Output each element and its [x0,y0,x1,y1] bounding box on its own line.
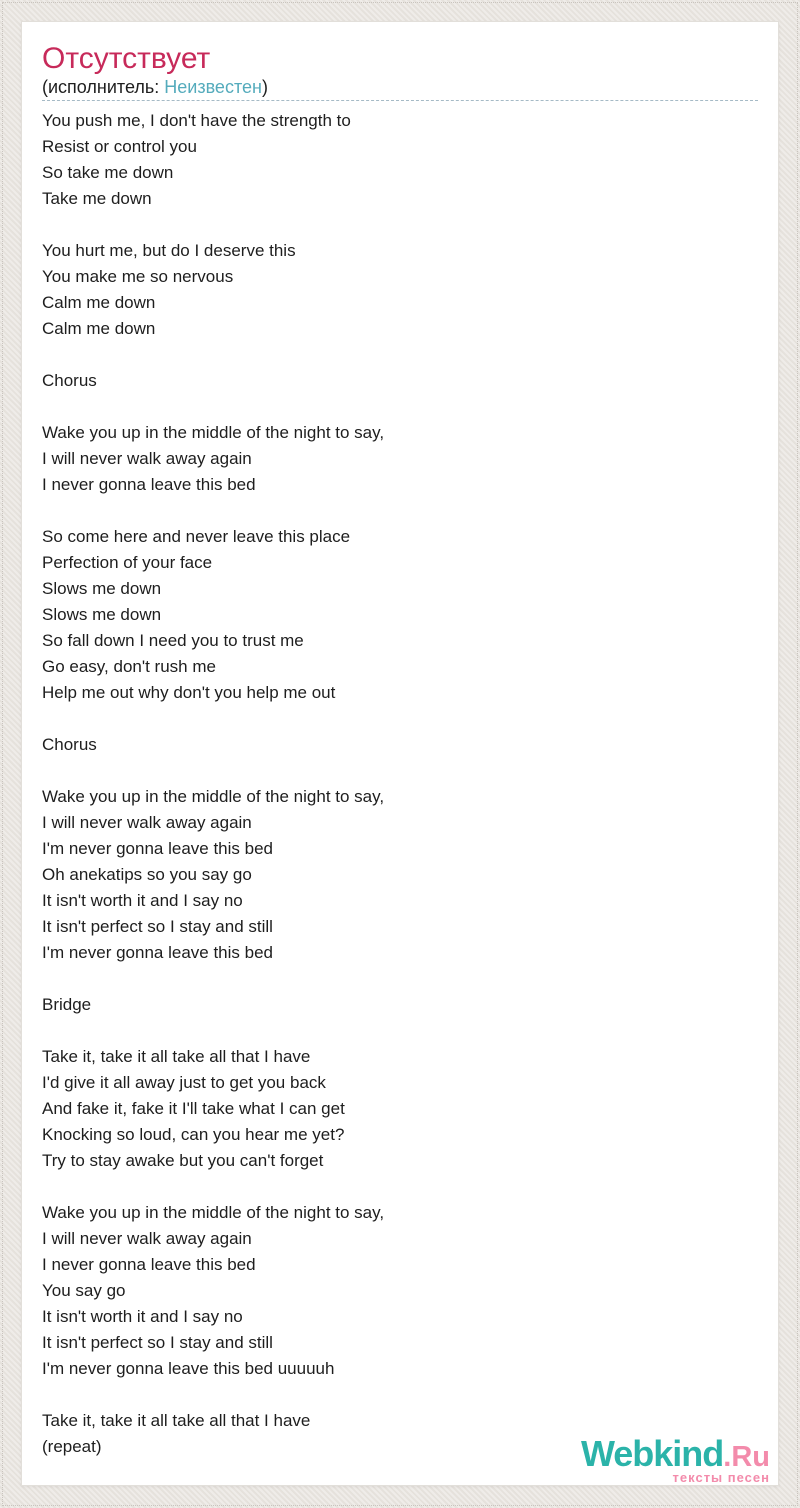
lyric-line [42,758,758,784]
lyric-line: Calm me down [42,319,156,338]
lyric-line: It isn't perfect so I stay and still [42,917,273,936]
lyric-line: Knocking so loud, can you hear me yet? [42,1125,345,1144]
lyric-line: You push me, I don't have the strength to [42,111,351,130]
lyric-line: Take it, take it all take all that I have [42,1411,311,1430]
lyric-line: I never gonna leave this bed [42,475,256,494]
lyric-line [42,342,758,368]
logo-tagline: тексты песен [672,1470,770,1485]
lyric-line: Go easy, don't rush me [42,657,216,676]
lyric-line: Take it, take it all take all that I have [42,1047,311,1066]
lyric-line [42,212,758,238]
dashed-separator [42,100,758,101]
lyric-line [42,966,758,992]
lyric-line: Bridge [42,995,92,1014]
page-title: Отсутствует [42,42,211,75]
lyric-line: It isn't worth it and I say no [42,891,243,910]
lyric-line: It isn't worth it and I say no [42,1307,243,1326]
lyric-line: Try to stay awake but you can't forget [42,1151,324,1170]
artist-link[interactable]: Неизвестен [164,77,262,97]
artist-line [42,76,758,98]
lyric-line: Calm me down [42,293,156,312]
lyric-line: So take me down [42,163,174,182]
lyric-line: You make me so nervous [42,267,234,286]
lyric-line: (repeat) [42,1437,102,1456]
artist-suffix: ) [261,77,268,97]
lyric-line: Resist or control you [42,137,197,156]
lyric-line: Chorus [42,735,97,754]
webkind-logo[interactable] [580,1433,770,1485]
lyric-line: I'd give it all away just to get you back [42,1073,326,1092]
lyric-line: I'm never gonna leave this bed uuuuuh [42,1359,335,1378]
lyric-line: I will never walk away again [42,1229,252,1248]
lyric-line: And fake it, fake it I'll take what I can get [42,1099,345,1118]
lyric-line: Perfection of your face [42,553,213,572]
lyric-line [42,1174,758,1200]
lyric-line [42,1382,758,1408]
lyric-line: I'm never gonna leave this bed [42,943,274,962]
lyric-line: Wake you up in the middle of the night to say, [42,1203,385,1222]
lyric-line: Wake you up in the middle of the night to say, [42,423,385,442]
lyric-line [42,394,758,420]
lyric-line: You say go [42,1281,126,1300]
lyric-line: Wake you up in the middle of the night to say, [42,787,385,806]
lyric-line: So fall down I need you to trust me [42,631,304,650]
lyric-line: Slows me down [42,579,162,598]
lyrics-text [42,108,758,1460]
lyric-line [42,1018,758,1044]
lyric-line: I will never walk away again [42,449,252,468]
lyric-line [42,706,758,732]
lyric-line: I never gonna leave this bed [42,1255,256,1274]
lyric-line: Oh anekatips so you say go [42,865,252,884]
lyric-line [42,498,758,524]
content-card [21,21,779,1486]
lyric-line: Take me down [42,189,152,208]
logo-ru-text: .Ru [723,1441,770,1473]
lyric-line: Slows me down [42,605,162,624]
lyric-line: Help me out why don't you help me out [42,683,336,702]
lyric-line: I will never walk away again [42,813,252,832]
lyric-line: It isn't perfect so I stay and still [42,1333,273,1352]
logo-webkind-text: Webkind [580,1433,724,1474]
artist-label: (исполнитель: [42,77,165,97]
lyric-line: I'm never gonna leave this bed [42,839,274,858]
lyric-line: You hurt me, but do I deserve this [42,241,296,260]
lyric-line: So come here and never leave this place [42,527,351,546]
lyric-line: Chorus [42,371,97,390]
